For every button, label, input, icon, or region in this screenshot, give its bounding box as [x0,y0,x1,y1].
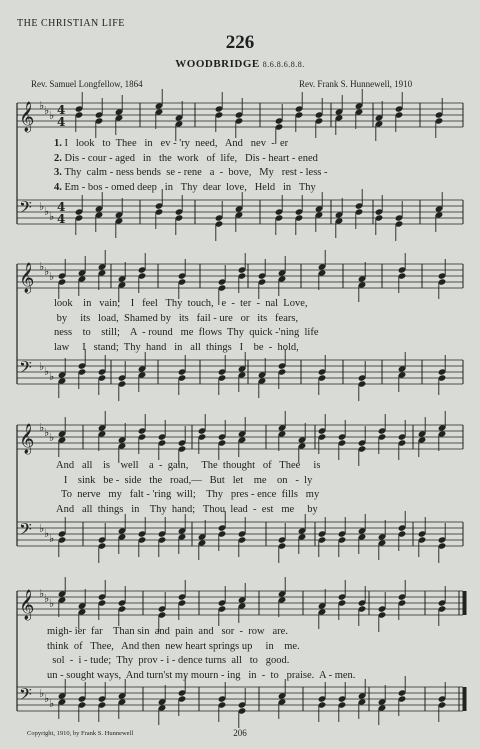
flat-sign: ♭ [44,426,50,439]
flat-sign: ♭ [39,587,45,600]
lyric-line [56,503,318,518]
flat-sign: ♭ [44,265,50,278]
lyric-text: think of Thee, And then new heart springs up in me. [47,640,300,652]
flat-sign: ♭ [49,270,55,283]
lyric-line [54,297,308,312]
flat-sign: ♭ [39,99,45,112]
composer-credit: Rev. Frank S. Hunnewell, 1910 [299,79,413,89]
bass-clef: 𝄢 [19,684,32,708]
lyric-text: And all is well a - gain, The thought of Thee is [56,460,321,471]
bass-clef: 𝄢 [19,357,32,381]
lyric-text: look in vain; I feel Thy touch, e - ter - nal Love, [54,298,308,309]
lyric-text: Thy calm - ness bends se - rene a - bove, My rest - less - [64,167,328,178]
flat-sign: ♭ [49,697,55,710]
time-signature: 4 [57,212,66,226]
lyric-text: Em - bos - omed deep in Thy dear love, Held in Thy [64,181,316,193]
lyric-text: I look to Thee in ev - 'ry need, And nev - er [64,138,289,149]
tune-meter: 8.6.8.6.8.8. [262,60,305,69]
flat-sign: ♭ [39,522,45,535]
treble-clef: 𝄞 [19,102,35,132]
lyric-line [47,669,355,684]
time-signature: 4 [57,200,66,214]
lyric-text: ness to still; A - round me flows Thy quick -'ning life [54,327,319,338]
flat-sign: ♭ [39,360,45,373]
lyric-line [54,137,288,152]
lyric-line [47,654,289,669]
lyric-text: To nerve my falt - 'ring will; Thy pres - ence fills my [56,489,320,500]
flat-sign: ♭ [49,532,55,545]
author-credit: Rev. Samuel Longfellow, 1864 [31,79,143,89]
stanza-number: 2. [54,152,65,164]
flat-sign: ♭ [49,370,55,383]
lyric-text: sol - i - tude; Thy prov - i - dence turns all to good. [47,655,290,666]
tune-name: WOODBRIDGE [175,58,260,70]
lyric-text: Dis - cour - aged in the work of life, Dis - heart - ened [64,152,318,164]
flat-sign: ♭ [39,200,45,213]
flat-sign: ♭ [44,365,50,378]
stanza-number: 3. [54,167,65,178]
lyric-line [47,640,300,655]
flat-sign: ♭ [49,431,55,444]
lyric-line [54,341,299,356]
treble-clef: 𝄞 [19,424,35,454]
copyright-notice: Copyright, 1910, by Frank S. Hunnewell [27,730,134,737]
lyric-line [54,166,328,181]
flat-sign: ♭ [49,109,55,122]
treble-clef: 𝄞 [19,263,35,293]
lyric-text: law I stand; Thy hand in all things I be - hold, [54,341,299,353]
lyric-line [56,459,320,474]
lyric-line [54,181,316,196]
stanza-number: 4. [54,181,65,193]
lyric-line [56,474,312,489]
flat-sign: ♭ [44,527,50,540]
lyric-text: un - sought ways, And turn'st my mourn - ing in - to praise. A - men. [47,669,356,681]
hymn-number: 226 [225,32,255,53]
lyric-line [56,488,319,503]
lyric-line [54,312,298,327]
time-signature: 4 [57,115,66,129]
flat-sign: ♭ [44,592,50,605]
lyric-line [54,326,318,341]
flat-sign: ♭ [49,597,55,610]
running-title: THE CHRISTIAN LIFE [17,18,125,29]
flat-sign: ♭ [44,692,50,705]
lyric-text: by its load, Shamed by its fail - ure or its fears, [54,312,299,324]
flat-sign: ♭ [49,210,55,223]
page-number: 206 [233,728,247,738]
flat-sign: ♭ [44,205,50,218]
time-signature: 4 [57,103,66,117]
treble-clef: 𝄞 [19,590,35,620]
lyric-text: And all things in Thy hand; Thou lead - est me by [56,503,318,515]
flat-sign: ♭ [39,421,45,434]
lyric-text: migh- ier far Than sin and pain and sor - row are. [47,626,288,637]
bass-clef: 𝄢 [19,519,32,543]
flat-sign: ♭ [39,260,45,273]
flat-sign: ♭ [39,687,45,700]
bass-clef: 𝄢 [19,197,32,221]
lyric-line [54,152,318,167]
flat-sign: ♭ [44,104,50,117]
lyric-line [47,625,288,640]
lyric-text: I sink be - side the road,— But let me on - ly [56,474,313,486]
stanza-number: 1. [54,138,65,149]
